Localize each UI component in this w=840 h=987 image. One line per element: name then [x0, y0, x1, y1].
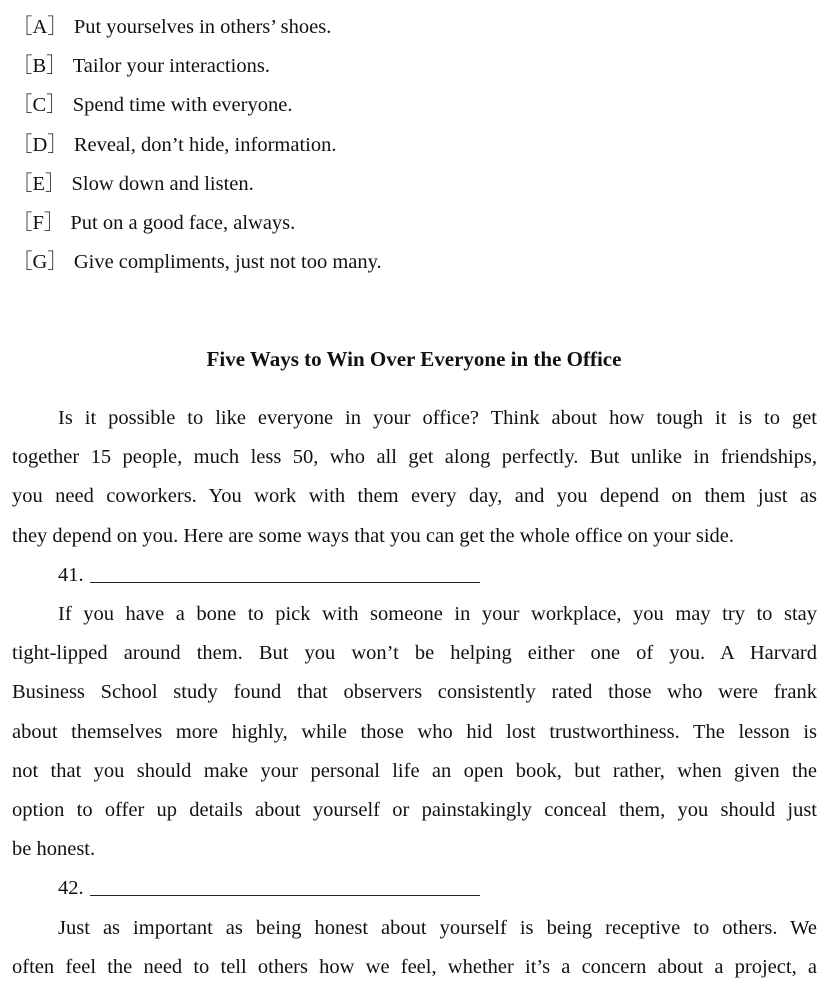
option-text: Put yourselves in others’ shoes. — [73, 16, 332, 38]
answer-blank-line — [90, 869, 480, 896]
answer-blank-line — [90, 556, 480, 583]
paragraph-line: be honest. — [12, 838, 96, 861]
paragraph-line: option to offer up details about yourself or painstakingly conceal them, you should just — [12, 799, 817, 822]
paragraph-line: not that you should make your personal life an open book, but rather, when given the — [12, 759, 817, 782]
option-e — [12, 167, 812, 206]
option-f — [12, 206, 812, 245]
option-letter: ［F］ — [12, 211, 65, 234]
option-text: Put on a good face, always. — [70, 211, 296, 234]
paragraph-line: Just as important as being honest about yourself is being receptive to others. We — [58, 916, 817, 939]
paragraph-line: Business School study found that observers consistently rated those who were frank — [12, 681, 817, 704]
question-number: 42. — [58, 877, 84, 900]
option-g — [12, 245, 812, 284]
option-letter: ［B］ — [12, 55, 67, 78]
option-text: Tailor your interactions. — [72, 55, 270, 78]
intro-paragraph — [12, 399, 817, 556]
option-b — [12, 49, 812, 88]
paragraph-line: you need coworkers. You work with them every day, and you depend on them just as — [12, 485, 817, 508]
passage-body — [12, 399, 817, 987]
option-letter: ［A］ — [12, 16, 68, 38]
paragraph-line: tight-lipped around them. But you won’t be helping either one of you. A Harvard — [12, 642, 817, 665]
question-number: 41. — [58, 563, 84, 586]
question-42-blank — [12, 869, 817, 908]
option-text: Slow down and listen. — [71, 172, 254, 195]
option-letter: ［D］ — [12, 133, 68, 156]
paragraph-line: If you have a bone to pick with someone in your workplace, you may try to stay — [58, 603, 817, 625]
paragraph-line: Is it possible to like everyone in your office? Think about how tough it is to get — [58, 407, 817, 429]
option-text: Spend time with everyone. — [72, 94, 293, 117]
passage-title: Five Ways to Win Over Everyone in the Office — [206, 347, 622, 371]
option-d — [12, 128, 812, 167]
option-text: Give compliments, just not too many. — [73, 251, 382, 274]
paragraph-line: often feel the need to tell others how we feel, whether it’s a concern about a project, a — [12, 955, 817, 978]
paragraph-42 — [12, 909, 817, 987]
option-c — [12, 88, 812, 127]
option-text: Reveal, don’t hide, information. — [73, 133, 337, 156]
option-a — [12, 10, 812, 49]
answer-options-list — [12, 10, 812, 284]
option-letter: ［G］ — [12, 251, 68, 274]
paragraph-line: they depend on you. Here are some ways that you can get the whole office on your side. — [12, 524, 735, 547]
option-letter: ［E］ — [12, 172, 66, 195]
paragraph-41 — [12, 595, 817, 869]
option-letter: ［C］ — [12, 94, 67, 117]
question-41-blank — [12, 556, 817, 595]
paragraph-line: together 15 people, much less 50, who all get along perfectly. But unlike in friendships, — [12, 446, 817, 469]
paragraph-line: about themselves more highly, while those who hid lost trustworthiness. The lesson is — [12, 720, 817, 743]
